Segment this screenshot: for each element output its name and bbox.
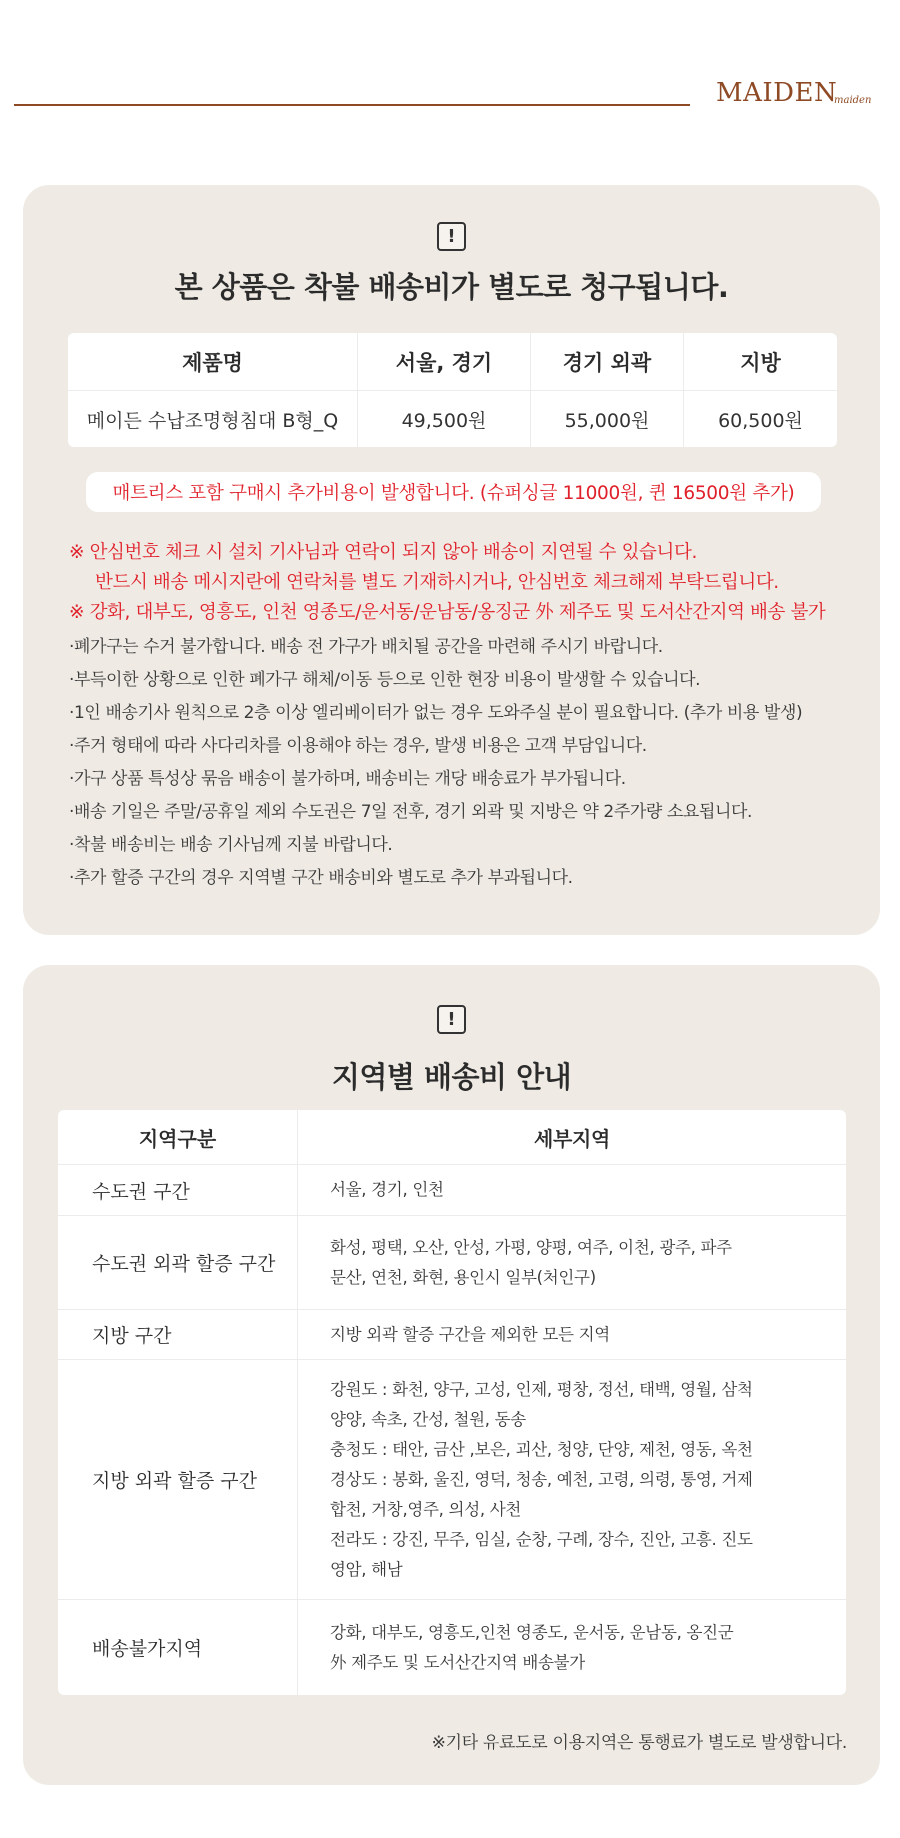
col-product-name: 제품명 — [68, 333, 358, 390]
shipping-notice-title: 본 상품은 착불 배송비가 별도로 청구됩니다. — [174, 270, 729, 304]
region-detail-line: 영암, 해남 — [330, 1559, 403, 1579]
region-detail-cell — [298, 1310, 846, 1359]
list-item: ·폐가구는 수거 불가합니다. 배송 전 가구가 배치될 공간을 마련해 주시기 바랍니다. — [69, 637, 663, 657]
region-category-cell: 수도권 외곽 할증 구간 — [58, 1216, 298, 1309]
price-cell: 55,000원 — [531, 391, 684, 447]
col-region-category: 지역구분 — [58, 1110, 298, 1164]
table-row — [58, 1360, 846, 1600]
shipping-fee-table — [68, 333, 837, 447]
region-detail-cell — [298, 1600, 846, 1695]
table-row — [58, 1600, 846, 1695]
region-detail-cell — [298, 1216, 846, 1309]
region-detail-line: 外 제주도 및 도서산간지역 배송불가 — [330, 1652, 585, 1672]
table-row — [58, 1165, 846, 1216]
col-seoul-gyeonggi: 서울, 경기 — [358, 333, 531, 390]
price-cell: 60,500원 — [718, 409, 803, 432]
table-row — [58, 1216, 846, 1310]
region-detail-line: 강원도 : 화천, 양구, 고성, 인제, 평창, 정선, 태백, 영월, 삼척 — [330, 1379, 753, 1399]
region-detail-line: 전라도 : 강진, 무주, 임실, 순창, 구례, 장수, 진안, 고흥. 진도 — [330, 1529, 753, 1549]
toll-footnote: ※기타 유료도로 이용지역은 통행료가 별도로 발생합니다. — [431, 1733, 847, 1753]
page-header — [0, 0, 900, 120]
product-name-cell: 메이든 수납조명형침대 B형_Q — [68, 391, 358, 447]
shipping-policy-list — [69, 631, 869, 895]
region-detail-line: 지방 외곽 할증 구간을 제외한 모든 지역 — [330, 1324, 610, 1344]
mattress-surcharge-notice: 매트리스 포함 구매시 추가비용이 발생합니다. (슈퍼싱글 11000원, 퀸 16500원 추가) — [86, 472, 821, 512]
list-item: ·부득이한 상황으로 인한 폐가구 해체/이동 등으로 인한 현장 비용이 발생할 수 있습니다. — [69, 670, 701, 690]
region-category-cell: 배송불가지역 — [58, 1600, 298, 1695]
shipping-notice-panel — [23, 185, 880, 935]
region-category-cell: 지방 구간 — [58, 1310, 298, 1359]
list-item: ·배송 기일은 주말/공휴일 제외 수도권은 7일 전후, 경기 외곽 및 지방은 약 2주가량 소요됩니다. — [69, 802, 753, 822]
logo-wordmark: MAIDEN — [716, 78, 838, 108]
list-item: ·주거 형태에 따라 사다리차를 이용해야 하는 경우, 발생 비용은 고객 부담입니다. — [69, 736, 647, 756]
region-detail-line: 경상도 : 봉화, 울진, 영덕, 청송, 예천, 고령, 의령, 통영, 거제 — [330, 1469, 753, 1489]
region-detail-line: 양양, 속초, 간성, 철원, 동송 — [330, 1409, 526, 1429]
warning-notes — [69, 538, 869, 628]
region-category-cell: 지방 외곽 할증 구간 — [58, 1360, 298, 1599]
brand-logo — [716, 78, 872, 110]
warning-note: ※ 강화, 대부도, 영흥도, 인천 영종도/운서동/운남동/옹징군 外 제주도 및 도서산간지역 배송 불가 — [69, 602, 826, 623]
region-detail-line: 화성, 평택, 오산, 안성, 가평, 양평, 여주, 이천, 광주, 파주 — [330, 1237, 732, 1257]
col-gyeonggi-outskirts: 경기 외곽 — [531, 333, 684, 390]
region-detail-line: 충청도 : 태안, 금산 ,보은, 괴산, 청양, 단양, 제천, 영동, 옥천 — [330, 1439, 753, 1459]
col-province: 지방 — [740, 350, 781, 375]
region-detail-line: 서울, 경기, 인천 — [330, 1180, 444, 1199]
list-item: ·착불 배송비는 배송 기사님께 지불 바랍니다. — [69, 835, 393, 855]
table-row — [68, 391, 837, 447]
logo-script: maiden — [834, 95, 872, 106]
region-detail-line: 강화, 대부도, 영흥도,인천 영종도, 운서동, 운남동, 옹진군 — [330, 1622, 734, 1642]
region-detail-cell — [298, 1165, 846, 1215]
list-item: ·가구 상품 특성상 묶음 배송이 불가하며, 배송비는 개당 배송료가 부가됩니다. — [69, 769, 626, 789]
regional-fee-title: 지역별 배송비 안내 — [331, 1060, 572, 1094]
exclamation-box-icon: ! — [437, 222, 466, 251]
regional-fee-panel — [23, 965, 880, 1785]
region-detail-cell — [298, 1360, 846, 1599]
table-header-row — [58, 1110, 846, 1165]
table-row — [58, 1310, 846, 1360]
region-category-cell: 수도권 구간 — [58, 1165, 298, 1215]
regional-fee-table — [58, 1110, 846, 1695]
exclamation-box-icon: ! — [437, 1005, 466, 1034]
region-detail-line: 문산, 연천, 화현, 용인시 일부(처인구) — [330, 1267, 596, 1287]
list-item: ·1인 배송기사 원칙으로 2층 이상 엘리베이터가 없는 경우 도와주실 분이 필요합니다. (추가 비용 발생) — [69, 703, 803, 723]
warning-note: ※ 안심번호 체크 시 설치 기사님과 연락이 되지 않아 배송이 지연될 수 있습니다. — [69, 542, 697, 563]
header-divider — [14, 104, 690, 106]
price-cell: 49,500원 — [358, 391, 531, 447]
warning-note: 반드시 배송 메시지란에 연락처를 별도 기재하시거나, 안심번호 체크해제 부탁드립니다. — [95, 572, 779, 593]
col-region-detail: 세부지역 — [533, 1126, 611, 1151]
region-detail-line: 합천, 거창,영주, 의성, 사천 — [330, 1499, 522, 1519]
table-header-row — [68, 333, 837, 391]
list-item: ·추가 할증 구간의 경우 지역별 구간 배송비와 별도로 추가 부과됩니다. — [69, 868, 573, 888]
